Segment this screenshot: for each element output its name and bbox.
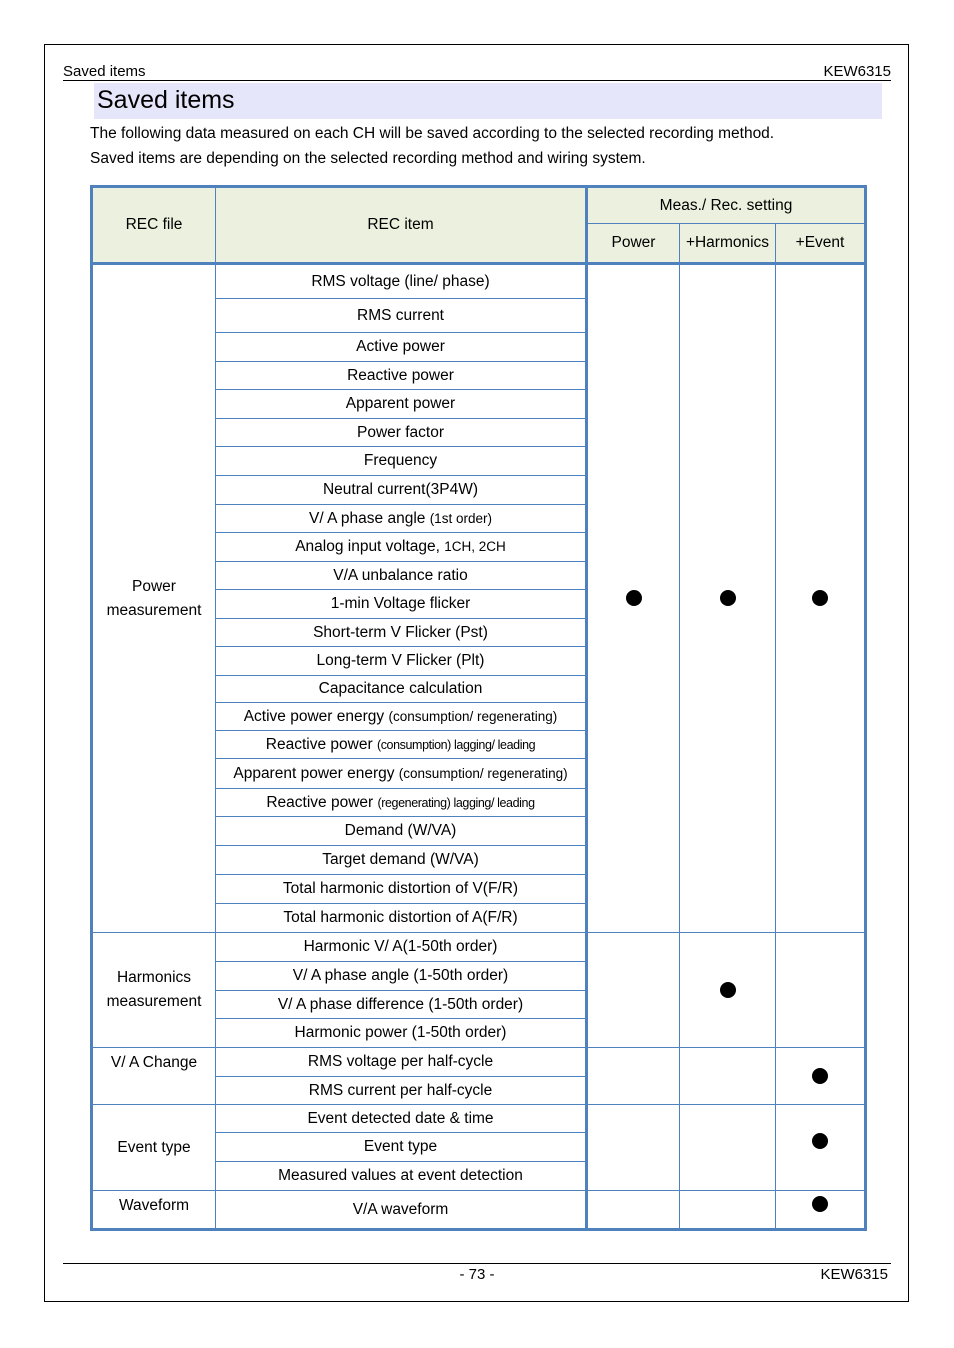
- change-cell-power: [587, 1048, 680, 1105]
- header-power: Power: [587, 224, 680, 264]
- footer-model: KEW6315: [820, 1266, 888, 1283]
- table-row: Long-term V Flicker (Plt): [216, 647, 587, 676]
- table-row: Measured values at event detection: [216, 1162, 587, 1191]
- table-row: Neutral current(3P4W): [216, 476, 587, 505]
- table-row: Event detected date & time: [216, 1105, 587, 1133]
- table-row: [216, 789, 587, 817]
- active-energy-note: (consumption/ regenerating): [388, 708, 558, 724]
- table-row: [216, 731, 587, 759]
- power-cell-power: [587, 264, 680, 933]
- bullet-icon: [720, 590, 736, 606]
- power-cell-event: [776, 264, 866, 933]
- waveform-cell-event: [776, 1191, 866, 1230]
- header-event: +Event: [776, 224, 866, 264]
- table-row: Event type: [216, 1133, 587, 1162]
- group-waveform: Waveform: [92, 1191, 216, 1230]
- analog-text: Analog input voltage,: [295, 538, 445, 555]
- header-setting: Meas./ Rec. setting: [587, 187, 866, 224]
- reactive-regen-note: (regenerating) lagging/ leading: [377, 795, 535, 810]
- group-power-label-1: Power: [132, 577, 176, 595]
- intro-text: [90, 122, 774, 171]
- footer-rule: [63, 1263, 891, 1264]
- table-row: [216, 759, 587, 789]
- table-row: Total harmonic distortion of V(F/R): [216, 875, 587, 904]
- table-row: [216, 505, 587, 533]
- table-row: RMS current: [216, 299, 587, 333]
- change-cell-event: [776, 1048, 866, 1105]
- header-rec-item: REC item: [216, 187, 587, 264]
- bullet-icon: [626, 590, 642, 606]
- table-row: V/A waveform: [216, 1191, 587, 1230]
- event-cell-power: [587, 1105, 680, 1191]
- reactive-cons-note: (consumption) lagging/ leading: [376, 737, 536, 752]
- header-rec-file: REC file: [92, 187, 216, 264]
- harmonics-cell-power: [587, 933, 680, 1048]
- phase-angle-note: (1st order): [429, 510, 492, 526]
- group-power: [92, 264, 216, 933]
- apparent-energy-text: Apparent power energy: [233, 764, 399, 782]
- table-row: RMS current per half-cycle: [216, 1077, 587, 1105]
- table-row: V/ A phase angle (1-50th order): [216, 962, 587, 991]
- table-row: Harmonic power (1-50th order): [216, 1019, 587, 1048]
- reactive-cons-text: Reactive power: [265, 735, 377, 753]
- group-harmonics-label-2: measurement: [106, 993, 202, 1010]
- header-harmonics: +Harmonics: [680, 224, 776, 264]
- table-row: [216, 703, 587, 731]
- bullet-icon: [812, 590, 828, 606]
- table-row: Short-term V Flicker (Pst): [216, 619, 587, 647]
- table-row: RMS voltage (line/ phase): [216, 264, 587, 299]
- table-row: Demand (W/VA): [216, 817, 587, 846]
- table-row: RMS voltage per half-cycle: [216, 1048, 587, 1077]
- page-title: Saved items: [97, 86, 235, 114]
- table-row: V/A unbalance ratio: [216, 562, 587, 590]
- header-rule: [63, 80, 891, 81]
- event-cell-harmonics: [680, 1105, 776, 1191]
- apparent-energy-note: (consumption/ regenerating): [398, 765, 568, 781]
- header-model: KEW6315: [823, 63, 891, 80]
- table-row: [216, 533, 587, 562]
- table-row: Harmonic V/ A(1-50th order): [216, 933, 587, 962]
- group-change: V/ A Change: [92, 1048, 216, 1105]
- active-energy-text: Active power energy: [243, 707, 389, 725]
- waveform-cell-power: [587, 1191, 680, 1230]
- bullet-icon: [720, 982, 736, 998]
- analog-note: 1CH, 2CH: [444, 539, 506, 554]
- group-power-label-2: measurement: [106, 601, 202, 619]
- header-section: Saved items: [63, 63, 146, 80]
- power-cell-harmonics: [680, 264, 776, 933]
- intro-line-2: Saved items are depending on the selected recording method and wiring system.: [90, 149, 646, 167]
- harmonics-cell-event: [776, 933, 866, 1048]
- table-row: Total harmonic distortion of A(F/R): [216, 904, 587, 933]
- group-harmonics: [92, 933, 216, 1048]
- event-cell-event: [776, 1105, 866, 1191]
- phase-angle-text: V/ A phase angle: [309, 509, 430, 527]
- table-row: Active power: [216, 333, 587, 362]
- bullet-icon: [812, 1068, 828, 1084]
- table-row: Capacitance calculation: [216, 676, 587, 703]
- bullet-icon: [812, 1196, 828, 1212]
- table-row: Power factor: [216, 419, 587, 447]
- group-event: Event type: [92, 1105, 216, 1191]
- harmonics-cell-harmonics: [680, 933, 776, 1048]
- table-row: Frequency: [216, 447, 587, 476]
- table-row: 1-min Voltage flicker: [216, 590, 587, 619]
- bullet-icon: [812, 1133, 828, 1149]
- table-row: Apparent power: [216, 390, 587, 419]
- change-cell-harmonics: [680, 1048, 776, 1105]
- group-harmonics-label-1: Harmonics: [116, 969, 192, 986]
- table-row: Target demand (W/VA): [216, 846, 587, 875]
- intro-line-1: The following data measured on each CH will be saved according to the selected recording method.: [90, 125, 775, 142]
- saved-items-table: [90, 185, 867, 1231]
- waveform-cell-harmonics: [680, 1191, 776, 1230]
- page-number: - 73 -: [459, 1266, 495, 1283]
- reactive-regen-text: Reactive power: [266, 793, 378, 811]
- table-row: Reactive power: [216, 362, 587, 390]
- table-row: V/ A phase difference (1-50th order): [216, 991, 587, 1019]
